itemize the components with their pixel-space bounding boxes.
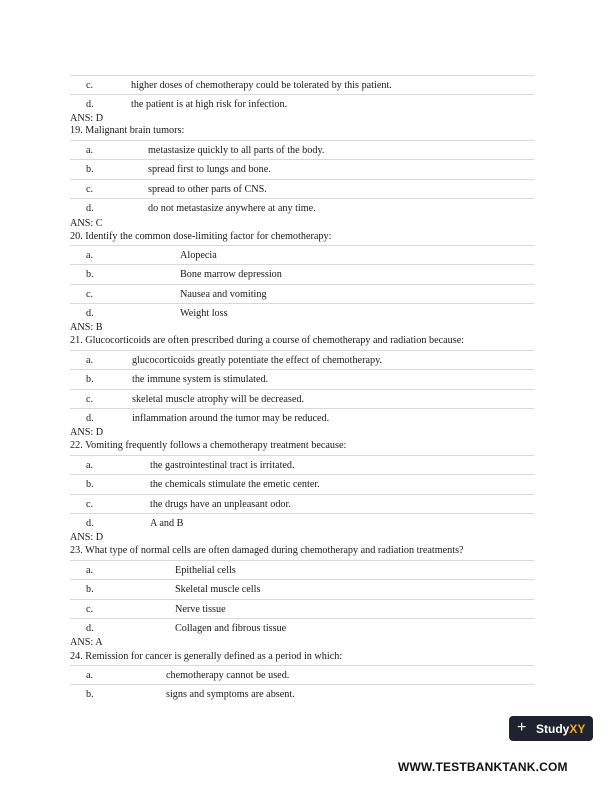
option-text: Nerve tissue bbox=[175, 604, 226, 615]
option-letter: b. bbox=[86, 164, 94, 175]
option-row bbox=[70, 284, 534, 304]
question-text: 23. What type of normal cells are often damaged during chemotherapy and radiation treatments? bbox=[70, 545, 464, 556]
plus-icon: + bbox=[517, 719, 527, 736]
option-letter: b. bbox=[86, 584, 94, 595]
option-row bbox=[70, 350, 534, 370]
option-row bbox=[70, 684, 534, 704]
option-row bbox=[70, 455, 534, 475]
question-text: 22. Vomiting frequently follows a chemotherapy treatment because: bbox=[70, 440, 347, 451]
studyxy-logo-text: StudyXY bbox=[536, 722, 586, 736]
option-letter: a. bbox=[86, 355, 94, 366]
option-letter: b. bbox=[86, 479, 94, 490]
option-text: spread to other parts of CNS. bbox=[148, 184, 267, 195]
option-row bbox=[70, 513, 534, 533]
option-letter: a. bbox=[86, 565, 94, 576]
option-letter: d. bbox=[86, 99, 94, 110]
option-letter: d. bbox=[86, 413, 94, 424]
question-text: 20. Identify the common dose-limiting factor for chemotherapy: bbox=[70, 231, 332, 242]
option-text: glucocorticoids greatly potentiate the effect of chemotherapy. bbox=[132, 355, 383, 366]
option-letter: c. bbox=[86, 289, 94, 300]
answer-label: ANS: D bbox=[70, 427, 104, 438]
option-letter: c. bbox=[86, 184, 94, 195]
question-text: 21. Glucocorticoids are often prescribed during a course of chemotherapy and radiation because: bbox=[70, 335, 465, 346]
option-letter: d. bbox=[86, 203, 94, 214]
option-text: higher doses of chemotherapy could be tolerated by this patient. bbox=[131, 80, 392, 91]
option-letter: c. bbox=[86, 394, 94, 405]
option-text: Weight loss bbox=[180, 308, 228, 319]
option-row bbox=[70, 494, 534, 514]
option-letter: a. bbox=[86, 250, 94, 261]
option-text: Bone marrow depression bbox=[180, 269, 282, 280]
question-text: 24. Remission for cancer is generally defined as a period in which: bbox=[70, 651, 343, 662]
option-row bbox=[70, 75, 534, 95]
option-row bbox=[70, 264, 534, 284]
option-letter: a. bbox=[86, 145, 94, 156]
option-text: Epithelial cells bbox=[175, 565, 236, 576]
option-letter: d. bbox=[86, 308, 94, 319]
option-row bbox=[70, 560, 534, 580]
option-row bbox=[70, 665, 534, 685]
option-row bbox=[70, 245, 534, 265]
option-letter: b. bbox=[86, 269, 94, 280]
option-row bbox=[70, 198, 534, 218]
option-text: do not metastasize anywhere at any time. bbox=[148, 203, 316, 214]
option-letter: d. bbox=[86, 623, 94, 634]
option-row bbox=[70, 579, 534, 599]
option-text: the chemicals stimulate the emetic center. bbox=[150, 479, 320, 490]
option-row bbox=[70, 389, 534, 409]
answer-label: ANS: C bbox=[70, 218, 103, 229]
option-letter: c. bbox=[86, 604, 94, 615]
option-row bbox=[70, 94, 534, 114]
option-text: the immune system is stimulated. bbox=[132, 374, 269, 385]
option-text: Skeletal muscle cells bbox=[175, 584, 261, 595]
option-letter: a. bbox=[86, 460, 94, 471]
option-text: the drugs have an unpleasant odor. bbox=[150, 499, 291, 510]
option-letter: b. bbox=[86, 689, 94, 700]
option-text: spread first to lungs and bone. bbox=[148, 164, 271, 175]
question-text: 19. Malignant brain tumors: bbox=[70, 125, 185, 136]
option-text: skeletal muscle atrophy will be decreased. bbox=[132, 394, 304, 405]
option-text: Collagen and fibrous tissue bbox=[175, 623, 287, 634]
option-text: inflammation around the tumor may be reduced. bbox=[132, 413, 330, 424]
option-row bbox=[70, 159, 534, 179]
option-text: A and B bbox=[150, 518, 184, 529]
option-row bbox=[70, 408, 534, 428]
option-text: metastasize quickly to all parts of the body. bbox=[148, 145, 325, 156]
option-row bbox=[70, 140, 534, 160]
option-text: the gastrointestinal tract is irritated. bbox=[150, 460, 295, 471]
answer-label: ANS: D bbox=[70, 113, 104, 124]
option-text: Nausea and vomiting bbox=[180, 289, 267, 300]
option-row bbox=[70, 369, 534, 389]
answer-label: ANS: D bbox=[70, 532, 104, 543]
answer-label: ANS: A bbox=[70, 637, 103, 648]
answer-label: ANS: B bbox=[70, 322, 103, 333]
option-text: the patient is at high risk for infection. bbox=[131, 99, 288, 110]
option-letter: c. bbox=[86, 499, 94, 510]
option-letter: c. bbox=[86, 80, 94, 91]
option-text: chemotherapy cannot be used. bbox=[166, 670, 290, 681]
option-text: signs and symptoms are absent. bbox=[166, 689, 295, 700]
option-row bbox=[70, 618, 534, 638]
option-row bbox=[70, 179, 534, 199]
option-row bbox=[70, 599, 534, 619]
footer-website[interactable]: WWW.TESTBANKTANK.COM bbox=[398, 760, 568, 774]
option-row bbox=[70, 474, 534, 494]
option-letter: d. bbox=[86, 518, 94, 529]
option-letter: a. bbox=[86, 670, 94, 681]
option-row bbox=[70, 303, 534, 323]
studyxy-badge[interactable] bbox=[509, 716, 593, 741]
option-text: Alopecia bbox=[180, 250, 217, 261]
option-letter: b. bbox=[86, 374, 94, 385]
